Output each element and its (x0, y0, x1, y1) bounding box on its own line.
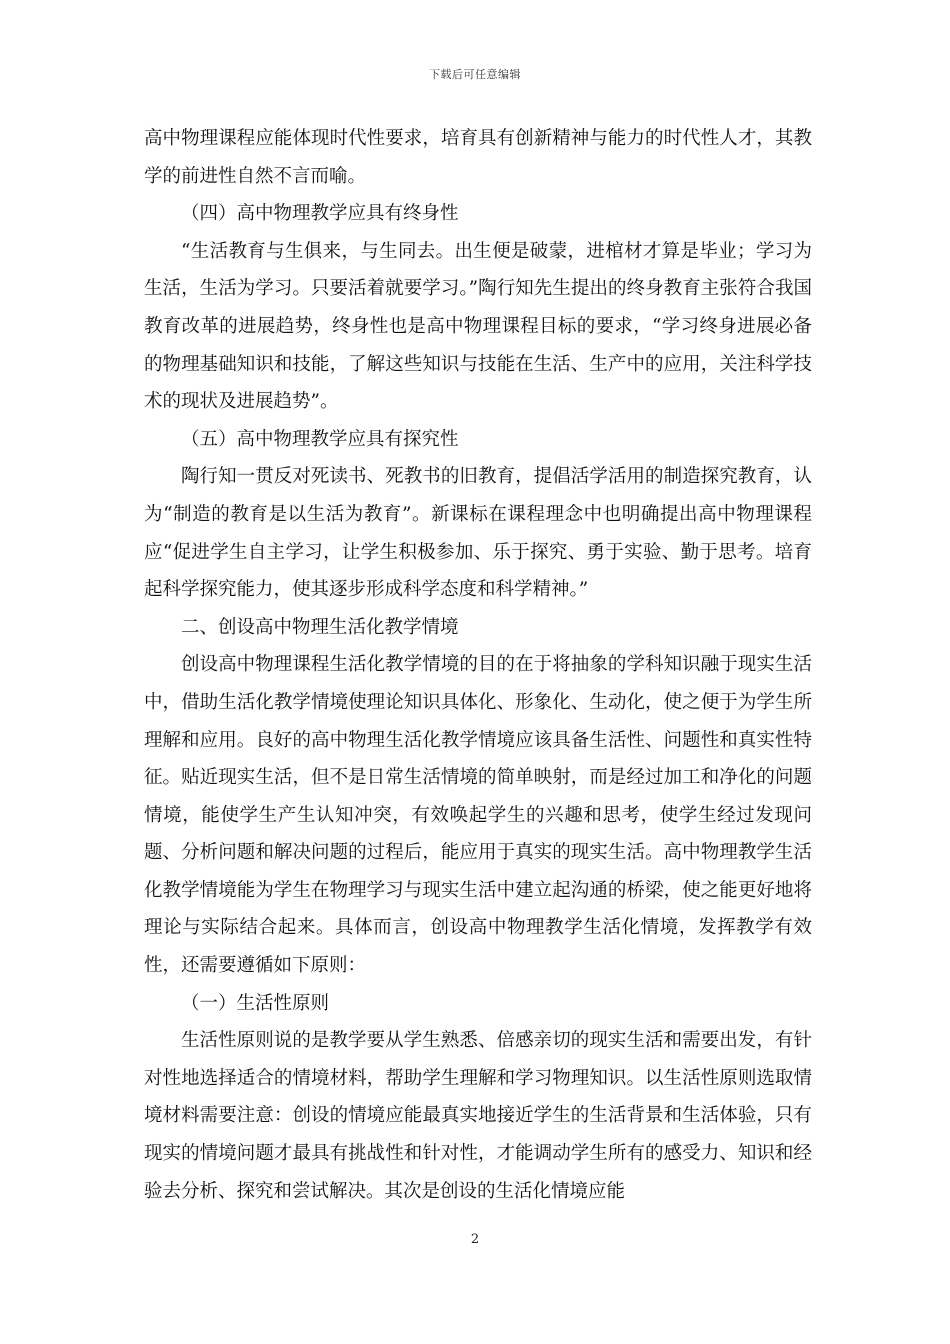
page-number: 2 (470, 1232, 480, 1247)
paragraph-inquiry: 陶行知一贯反对死读书、死教书的旧教育，提倡活学活用的制造探究教育，认为“制造的教育是以生活为教育”。新课标在课程理念中也明确提出高中物理课程应“促进学生自主学习，让学生积极参加、乐于探究、勇于实验、勤于思考。培育起科学探究能力，使其逐步形成科学态度和科学精神。” (144, 466, 812, 601)
paragraph-life-principle: 生活性原则说的是教学要从学生熟悉、倍感亲切的现实生活和需要出发，有针对性地选择适合的情境材料，帮助学生理解和学习物理知识。以生活性原则选取情境材料需要注意：创设的情境应能最真实地接近学生的生活背景和生活体验，只有现实的情境问题才最具有挑战性和针对性，才能调动学生所有的感受力、知识和经验去分析、探究和尝试解决。其次是创设的生活化情境应能 (144, 1030, 812, 1202)
section-heading-inquiry: （五）高中物理教学应具有探究性 (181, 428, 459, 450)
section-heading-lifelong: （四）高中物理教学应具有终身性 (181, 203, 459, 225)
document-body (144, 120, 812, 1210)
page-header: 下载后可任意编辑 (429, 68, 521, 81)
paragraph-lifelong: “生活教育与生俱来，与生同去。出生便是破蒙，进棺材才算是毕业；学习为生活，生活为学习。只要活着就要学习。”陶行知先生提出的终身教育主张符合我国教育改革的进展趋势，终身性也是高中物理课程目标的要求，“学习终身进展必备的物理基础知识和技能，了解这些知识与技能在生活、生产中的应用，关注科学技术的现状及进展趋势”。 (144, 240, 812, 413)
paragraph-continuation: 高中物理课程应能体现时代性要求，培育具有创新精神与能力的时代性人才，其教学的前进性自然不言而喻。 (144, 128, 812, 187)
paragraph-situation: 创设高中物理课程生活化教学情境的目的在于将抽象的学科知识融于现实生活中，借助生活化教学情境使理论知识具体化、形象化、生动化，使之便于为学生所理解和应用。良好的高中物理生活化教学情境应该具备生活性、问题性和真实性特征。贴近现实生活，但不是日常生活情境的简单映射，而是经过加工和净化的问题情境，能使学生产生认知冲突，有效唤起学生的兴趣和思考，使学生经过发现问题、分析问题和解决问题的过程后，能应用于真实的现实生活。高中物理教学生活化教学情境能为学生在物理学习与现实生活中建立起沟通的桥梁，使之能更好地将理论与实际结合起来。具体而言，创设高中物理教学生活化情境，发挥教学有效性，还需要遵循如下原则： (144, 654, 812, 977)
section-heading-life-principle: （一）生活性原则 (181, 992, 330, 1014)
section-heading-situation: 二、创设高中物理生活化教学情境 (181, 616, 459, 638)
